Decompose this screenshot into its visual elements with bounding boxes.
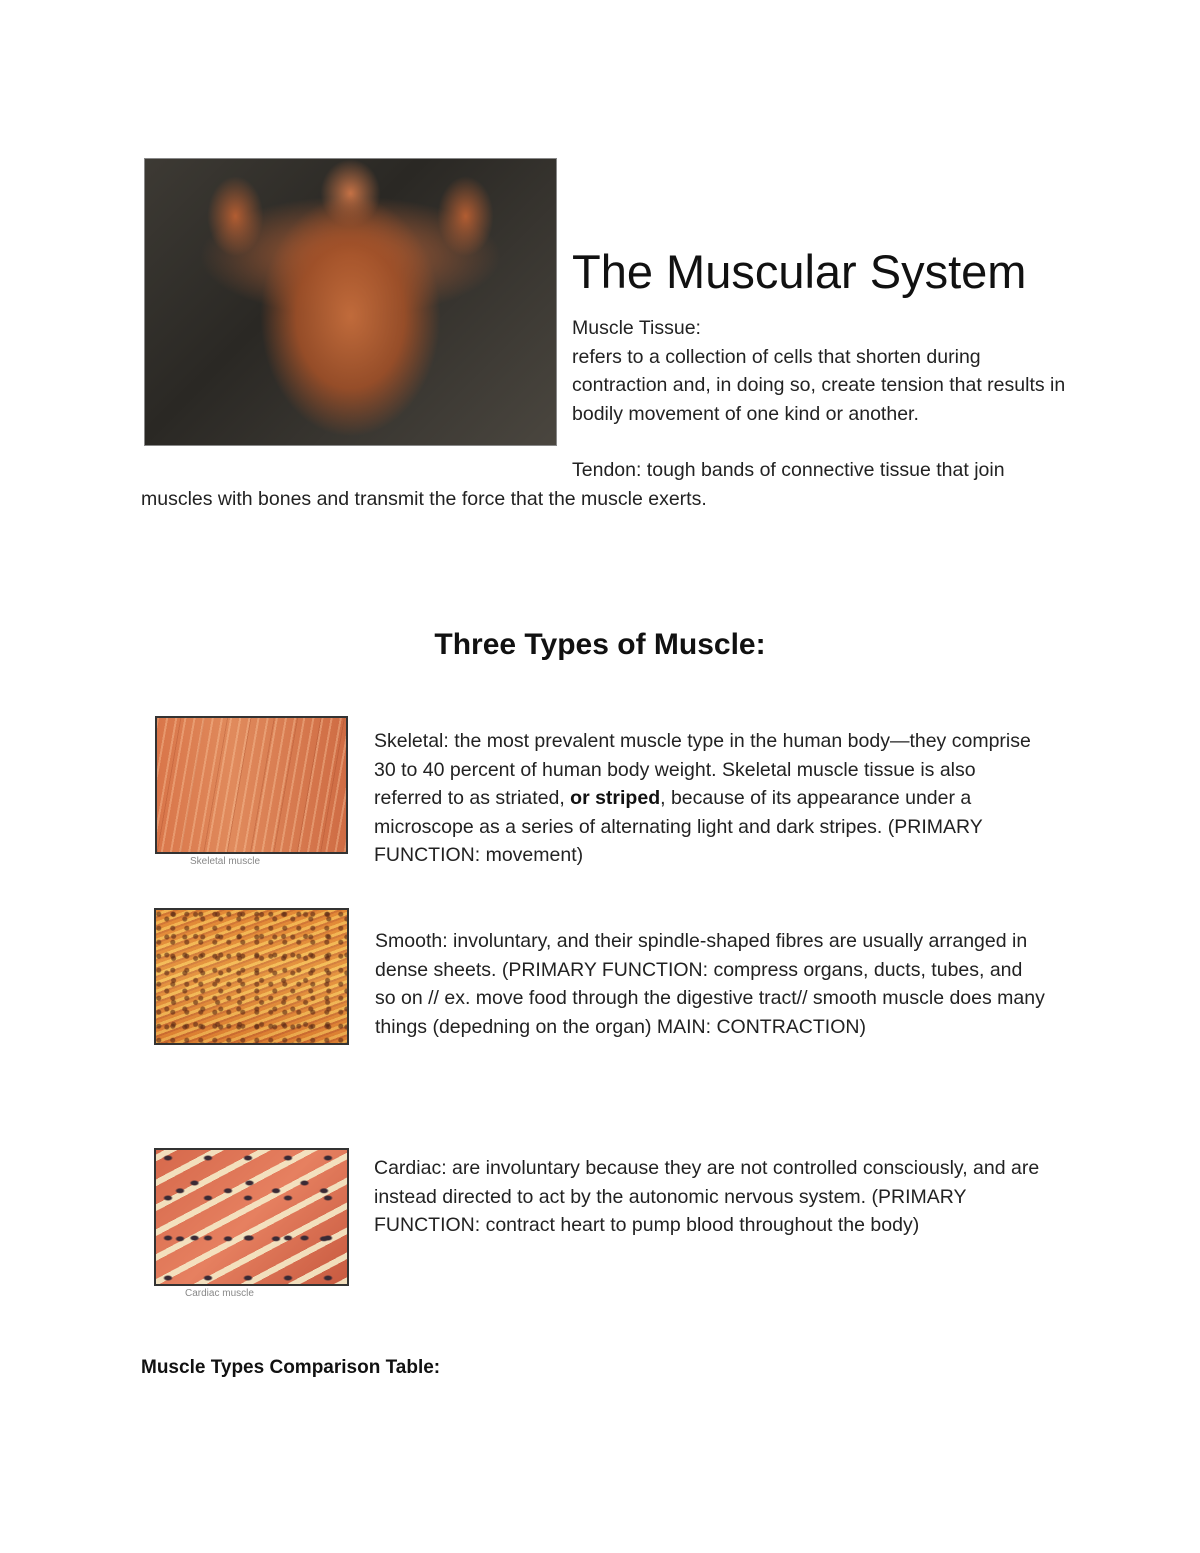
skeletal-description — [374, 727, 1044, 870]
skeletal-muscle-image — [155, 716, 348, 854]
smooth-muscle-image — [154, 908, 349, 1045]
smooth-description: Smooth: involuntary, and their spindle-shaped fibres are usually arranged in dense sheets. (PRIMARY FUNCTION: compress organs, ducts, tubes, and so on // ex. move food through the digestive tract// smooth muscle does many things (depedning on the organ) MAIN: CONTRACTION) — [375, 930, 1045, 1038]
cardiac-muscle-image — [154, 1148, 349, 1286]
cardiac-description: Cardiac: are involuntary because they are not controlled consciously, and are instead directed to act by the autonomic nervous system. (PRIMARY FUNCTION: contract heart to pump blood throughout the body) — [374, 1157, 1040, 1236]
comparison-table-heading: Muscle Types Comparison Table: — [141, 1357, 441, 1378]
muscle-tissue-label: Muscle Tissue: — [572, 317, 701, 339]
skeletal-desc-part1: Skeletal: the most prevalent muscle type in the human body—they comprise 30 to 40 percent of human body weight. Skeletal muscle tissue is also referred to as striated, — [374, 730, 1031, 809]
page-title: The Muscular System — [572, 245, 1027, 298]
hero-muscle-photo — [144, 158, 557, 446]
tendon-definition — [141, 456, 1081, 513]
skeletal-desc-part2: , because of its appearance under a microscope as a series of alternating light and dark stripes. (PRIMARY FUNCTION: movement) — [374, 787, 983, 866]
skeletal-desc-bold: or striped — [570, 787, 661, 809]
skeletal-image-caption: Skeletal muscle — [190, 856, 261, 864]
muscle-tissue-text: refers to a collection of cells that shorten during contraction and, in doing so, create tension that results in bodily movement of one kind or another. — [572, 345, 1066, 425]
cardiac-image-caption: Cardiac muscle — [185, 1288, 254, 1296]
muscle-tissue-definition — [572, 314, 1072, 428]
section-heading-three-types: Three Types of Muscle: — [434, 628, 766, 661]
tendon-text: Tendon: tough bands of connective tissue that join muscles with bones and transmit the force that the muscle exerts. — [141, 459, 1005, 510]
